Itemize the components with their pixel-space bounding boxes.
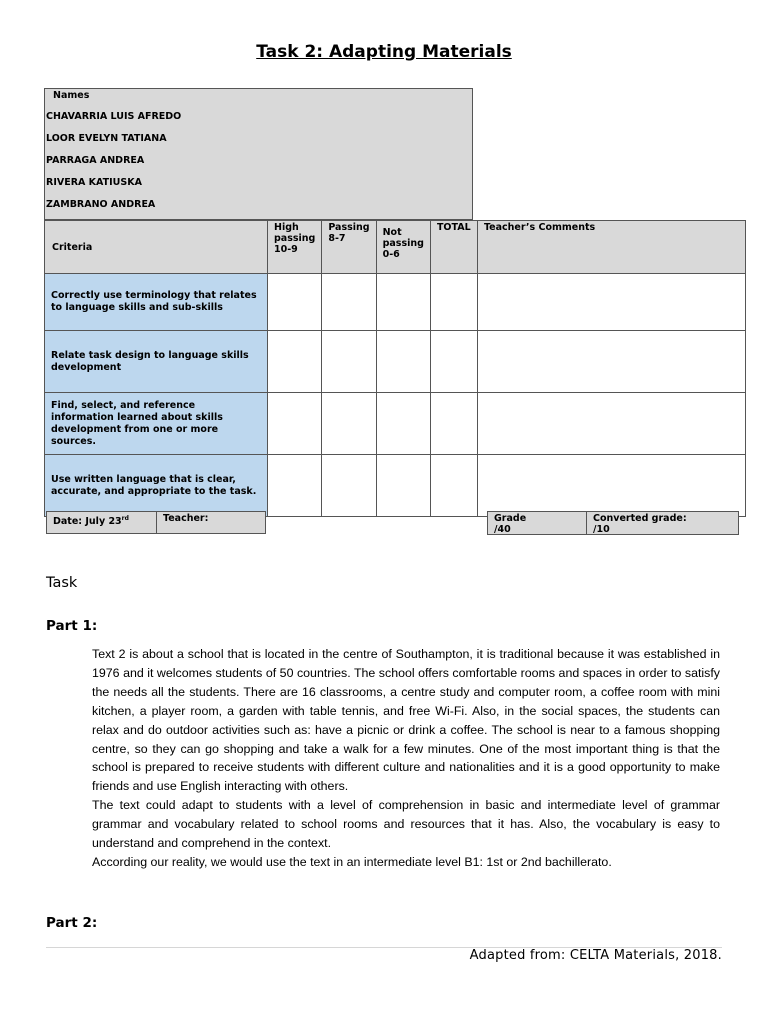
score-cell bbox=[322, 455, 376, 517]
high-passing-header: High passing 10-9 bbox=[268, 221, 322, 274]
comment-cell bbox=[477, 393, 745, 455]
score-cell bbox=[268, 455, 322, 517]
paragraph: According our reality, we would use the text in an intermediate level B1: 1st or 2nd bachillerato. bbox=[92, 854, 612, 869]
task-heading: Task bbox=[46, 575, 78, 591]
names-header: Names bbox=[53, 90, 90, 101]
total-cell bbox=[430, 274, 477, 331]
converted-grade-value: /10 bbox=[593, 524, 610, 535]
page-title: Task 2: Adapting Materials bbox=[256, 42, 512, 62]
names-box bbox=[44, 88, 473, 220]
table-row bbox=[45, 331, 746, 393]
student-name: CHAVARRIA LUIS AFREDO bbox=[46, 111, 182, 122]
grade-box bbox=[487, 511, 587, 535]
total-cell bbox=[430, 455, 477, 517]
criterion-cell: Find, select, and reference information learned about skills development from one or more sources. bbox=[45, 393, 268, 455]
criterion-cell: Use written language that is clear, accurate, and appropriate to the task. bbox=[45, 455, 268, 517]
score-cell bbox=[376, 455, 430, 517]
converted-grade-box bbox=[586, 511, 739, 535]
converted-grade-label: Converted grade: bbox=[593, 513, 687, 524]
table-row bbox=[45, 455, 746, 517]
table-row bbox=[45, 393, 746, 455]
comments-header: Teacher’s Comments bbox=[477, 221, 745, 274]
rubric-table bbox=[44, 220, 746, 517]
date-label: Date: July 23 bbox=[53, 516, 122, 528]
footer-citation: Adapted from: CELTA Materials, 2018. bbox=[469, 948, 722, 963]
not-passing-header: Not passing 0-6 bbox=[376, 221, 430, 274]
comment-cell bbox=[477, 331, 745, 393]
table-row bbox=[45, 274, 746, 331]
student-name: ZAMBRANO ANDREA bbox=[46, 199, 156, 210]
criterion-cell: Relate task design to language skills development bbox=[45, 331, 268, 393]
criterion-cell: Correctly use terminology that relates to language skills and sub-skills bbox=[45, 274, 268, 331]
date-suffix: rd bbox=[121, 515, 129, 522]
part2-heading: Part 2: bbox=[46, 915, 98, 931]
total-cell bbox=[430, 393, 477, 455]
comment-cell bbox=[477, 455, 745, 517]
score-cell bbox=[268, 331, 322, 393]
passing-header: Passing 8-7 bbox=[322, 221, 376, 274]
part1-body bbox=[92, 645, 720, 872]
grade-label: Grade bbox=[494, 513, 527, 524]
score-cell bbox=[376, 331, 430, 393]
student-name: PARRAGA ANDREA bbox=[46, 155, 145, 166]
date-box bbox=[46, 511, 157, 534]
score-cell bbox=[268, 274, 322, 331]
part1-heading: Part 1: bbox=[46, 618, 98, 634]
score-cell bbox=[322, 331, 376, 393]
student-name: LOOR EVELYN TATIANA bbox=[46, 133, 167, 144]
total-header: TOTAL bbox=[430, 221, 477, 274]
grade-value: /40 bbox=[494, 524, 511, 535]
score-cell bbox=[268, 393, 322, 455]
total-cell bbox=[430, 331, 477, 393]
teacher-label: Teacher: bbox=[163, 513, 209, 524]
paragraph: The text could adapt to students with a level of comprehension in basic and intermediate level of grammar grammar and vocabulary related to school rooms and resources that it has. Also, the vocabulary is easy to understand and comprehend in the context. bbox=[92, 798, 720, 851]
teacher-box bbox=[156, 511, 266, 534]
score-cell bbox=[322, 274, 376, 331]
score-cell bbox=[376, 274, 430, 331]
rubric-header-row bbox=[45, 221, 746, 274]
score-cell bbox=[376, 393, 430, 455]
criteria-header: Criteria bbox=[45, 221, 268, 274]
comment-cell bbox=[477, 274, 745, 331]
paragraph: Text 2 is about a school that is located in the centre of Southampton, it is traditional because it was established in 1976 and it welcomes students of 50 countries. The school offers comfortable rooms and spaces in order to satisfy the needs all the students. There are 16 classrooms, a centre study and computer room, a coffee room with mini kitchen, a player room, a garden with table tennis, and free Wi-Fi. Also, in the social spaces, the students can relax and do outdoor activities such as: have a picnic or drink a coffee. The school is near to a famous shopping centre, so they can go shopping and take a walk for a few minutes. One of the most important thing is that the school is prepared to receive students with different culture and nationalities and it is a good opportunity to make friends and use English interacting with others. bbox=[92, 647, 720, 794]
score-cell bbox=[322, 393, 376, 455]
student-name: RIVERA KATIUSKA bbox=[46, 177, 142, 188]
